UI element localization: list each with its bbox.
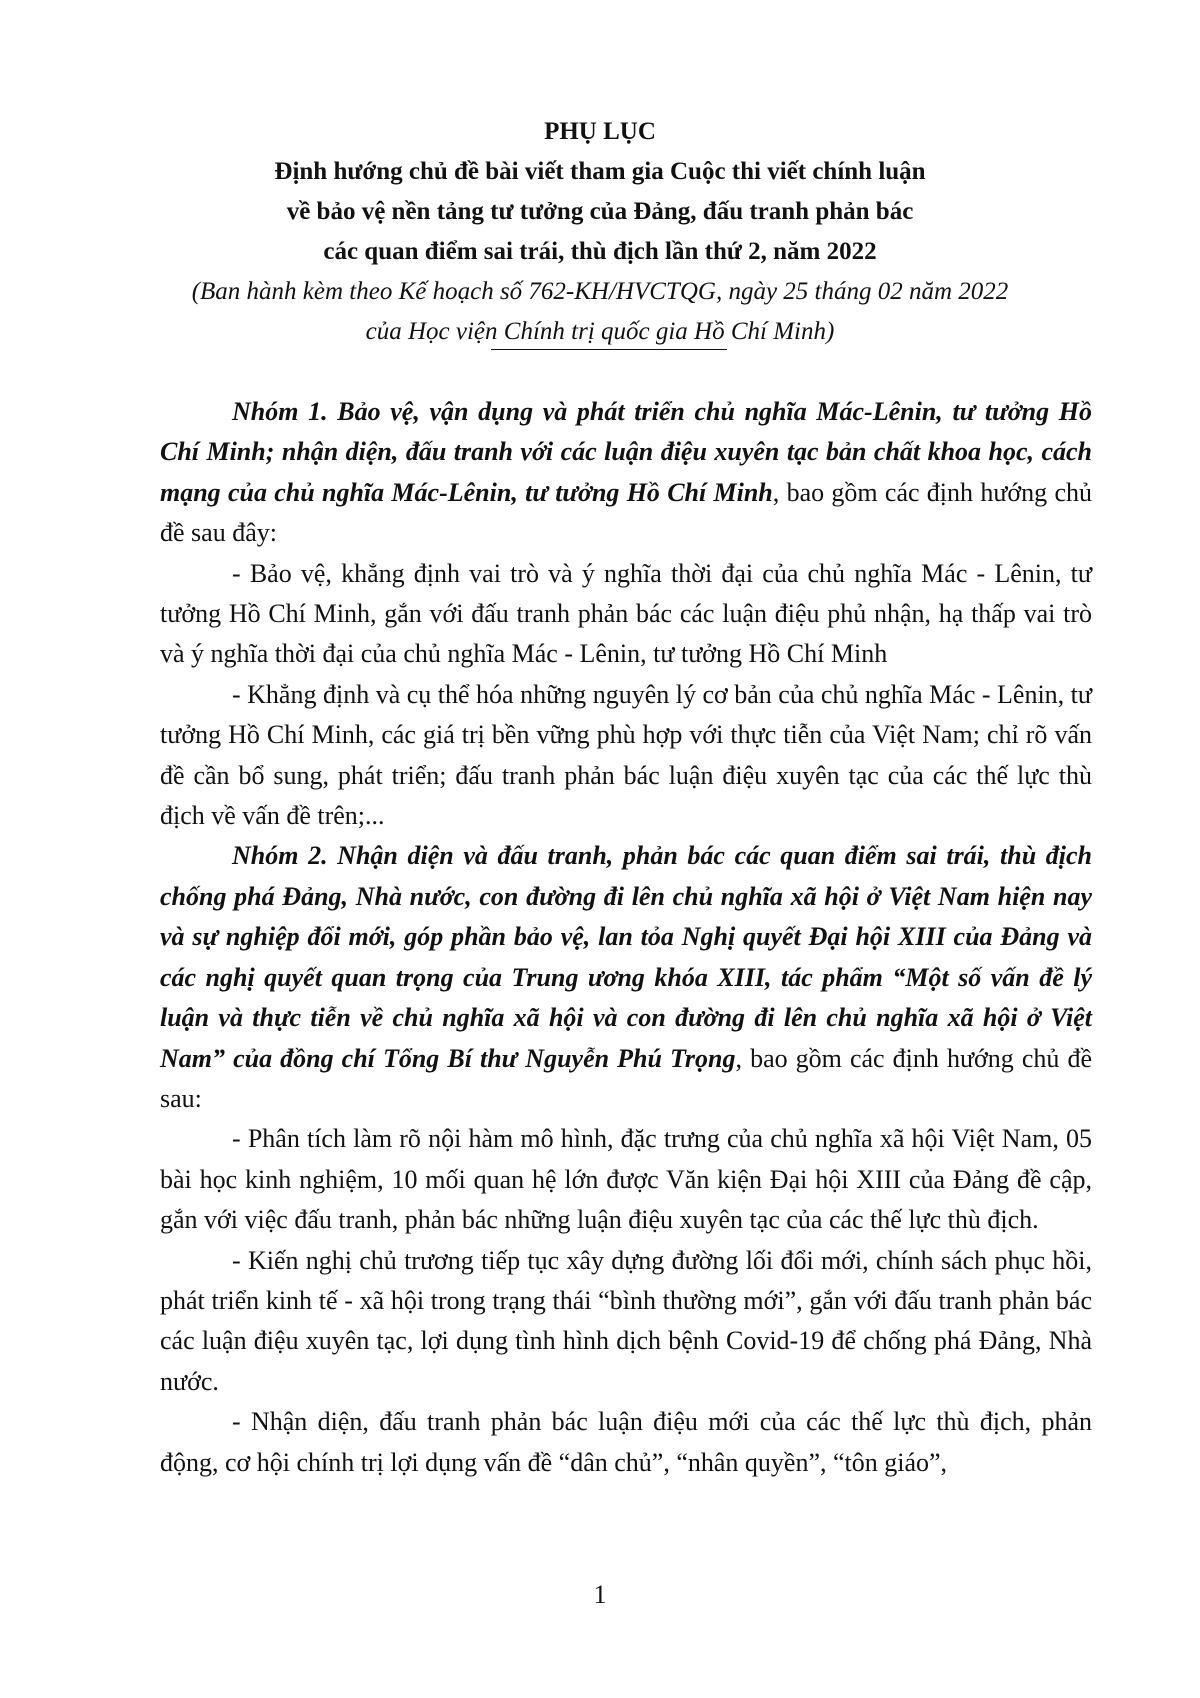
issued-note-line-1: (Ban hành kèm theo Kế hoạch số 762-KH/HVCTQG, ngày 25 tháng 02 năm 2022	[191, 278, 1009, 305]
group-1-suffix: , bao gồm các định hướng chủ đề sau đây:	[160, 477, 1092, 548]
group-1-item-1: - Bảo vệ, khẳng định vai trò và ý nghĩa thời đại của chủ nghĩa Mác - Lênin, tư tưởng Hồ Chí Minh, gắn với đấu tranh phản bác các luận điệu phủ nhận, hạ thấp vai trò và ý nghĩa thời đại của chủ nghĩa Mác - Lênin, tư tưởng Hồ Chí Minh	[160, 558, 1092, 669]
group-1-item-2: - Khẳng định và cụ thể hóa những nguyên lý cơ bản của chủ nghĩa Mác - Lênin, tư tưởng Hồ Chí Minh, các giá trị bền vững phù hợp với thực tiễn của Việt Nam; chỉ rõ vấn đề cần bổ sung, phát triển; đấu tranh phản bác luận điệu xuyên tạc của các thế lực thù địch về vấn đề trên;...	[160, 679, 1092, 831]
group-1-heading-paragraph	[160, 392, 1092, 554]
subtitle-line-1: Định hướng chủ đề bài viết tham gia Cuộc thi viết chính luận	[274, 158, 926, 185]
group-2-item-3: - Nhận diện, đấu tranh phản bác luận điệu mới của các thế lực thù địch, phản động, cơ hội chính trị lợi dụng vấn đề “dân chủ”, “nhân quyền”, “tôn giáo”,	[160, 1407, 1092, 1477]
group-2-item-2: - Kiến nghị chủ trương tiếp tục xây dựng đường lối đổi mới, chính sách phục hồi, phát triển kinh tế - xã hội trong trạng thái “bình thường mới”, gắn với đấu tranh phản bác các luận điệu xuyên tạc, lợi dụng tình hình dịch bệnh Covid-19 để chống phá Đảng, Nhà nước.	[160, 1245, 1092, 1396]
appendix-title: PHỤ LỤC	[544, 118, 656, 145]
group-2-item-1: - Phân tích làm rõ nội hàm mô hình, đặc trưng của chủ nghĩa xã hội Việt Nam, 05 bài học kinh nghiệm, 10 mối quan hệ lớn được Văn kiện Đại hội XIII của Đảng đề cập, gắn với việc đấu tranh, phản bác những luận điệu xuyên tạc của các thế lực thù địch.	[160, 1124, 1092, 1235]
header-divider	[491, 349, 727, 350]
group-1-title: Nhóm 1. Bảo vệ, vận dụng và phát triển chủ nghĩa Mác-Lênin, tư tưởng Hồ Chí Minh; nhận diện, đấu tranh với các luận điệu xuyên tạc bản chất khoa học, cách mạng của chủ nghĩa Mác-Lênin, tư tưởng Hồ Chí Minh	[160, 397, 1092, 507]
subtitle-line-2: về bảo vệ nền tảng tư tưởng của Đảng, đấu tranh phản bác	[286, 198, 914, 225]
group-2-title: Nhóm 2. Nhận diện và đấu tranh, phản bác các quan điểm sai trái, thù địch chống phá Đảng, Nhà nước, con đường đi lên chủ nghĩa xã hội ở Việt Nam hiện nay và sự nghiệp đổi mới, góp phần bảo vệ, lan tỏa Nghị quyết Đại hội XIII của Đảng và các nghị quyết quan trọng của Trung ương khóa XIII, tác phẩm “Một số vấn đề lý luận và thực tiễn về chủ nghĩa xã hội và con đường đi lên chủ nghĩa xã hội ở Việt Nam” của đồng chí Tổng Bí thư Nguyễn Phú Trọng	[160, 841, 1092, 1073]
subtitle-line-3: các quan điểm sai trái, thù địch lần thứ 2, năm 2022	[323, 238, 877, 265]
document-body	[160, 392, 1092, 1483]
page-number: 1	[593, 1580, 607, 1609]
group-2-suffix: , bao gồm các định hướng chủ đề sau:	[160, 1043, 1092, 1113]
issued-note-line-2: của Học viện Chính trị quốc gia Hồ Chí Minh)	[365, 318, 835, 345]
group-2-heading-paragraph	[160, 836, 1092, 1119]
